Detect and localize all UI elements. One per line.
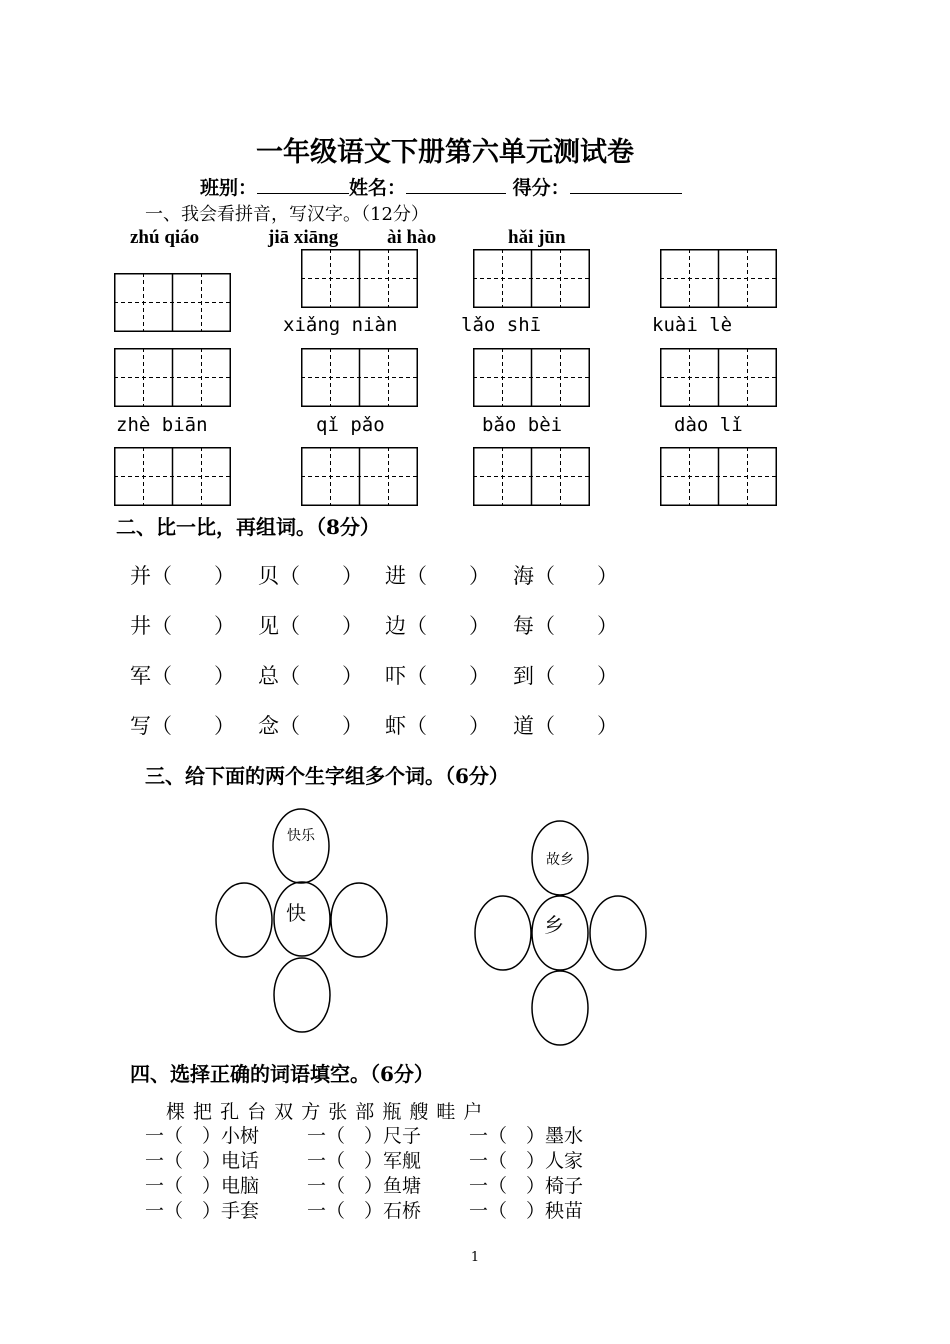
center-character: 快 xyxy=(286,901,306,925)
pinyin-label: lǎo shī xyxy=(461,314,542,336)
example-word: 快乐 xyxy=(287,828,315,844)
compare-word-item[interactable]: 吓（ ） xyxy=(385,664,490,688)
name-field[interactable] xyxy=(406,175,506,194)
measure-word-item[interactable]: 一（ ）人家 xyxy=(469,1150,584,1172)
compare-word-item[interactable]: 并（ ） xyxy=(130,564,235,588)
web-bubble[interactable] xyxy=(216,883,272,957)
measure-word-item[interactable]: 一（ ）小树 xyxy=(145,1125,260,1147)
name-label: 姓名： xyxy=(349,177,407,199)
writing-grid[interactable] xyxy=(473,447,589,505)
writing-grid[interactable] xyxy=(114,273,230,331)
measure-word-item[interactable]: 一（ ）军舰 xyxy=(307,1150,422,1172)
measure-word-item[interactable]: 一（ ）椅子 xyxy=(469,1175,584,1197)
compare-word-item[interactable]: 道（ ） xyxy=(513,714,618,738)
compare-word-item[interactable]: 念（ ） xyxy=(258,714,363,738)
web-bubble[interactable] xyxy=(590,896,646,970)
writing-grid[interactable] xyxy=(301,348,417,406)
writing-grid[interactable] xyxy=(473,249,589,307)
measure-word-item[interactable]: 一（ ）石桥 xyxy=(307,1200,422,1222)
writing-grid[interactable] xyxy=(660,348,776,406)
pinyin-label: bǎo bèi xyxy=(482,414,563,436)
section3-heading: 三、给下面的两个生字组多个词。（6分） xyxy=(145,764,509,788)
compare-word-item[interactable]: 到（ ） xyxy=(513,664,618,688)
web-bubble[interactable] xyxy=(475,896,531,970)
measure-word-item[interactable]: 一（ ）墨水 xyxy=(469,1125,584,1147)
section2-heading: 二、比一比，再组词。（8分） xyxy=(116,515,380,539)
word-web-diagram xyxy=(200,800,670,1050)
page-number: 1 xyxy=(470,1250,480,1265)
score-label: 得分： xyxy=(512,177,570,199)
writing-grid[interactable] xyxy=(114,447,230,505)
measure-word-item[interactable]: 一（ ）鱼塘 xyxy=(307,1175,422,1197)
writing-grid[interactable] xyxy=(114,348,230,406)
compare-word-item[interactable]: 每（ ） xyxy=(513,614,618,638)
class-field[interactable] xyxy=(257,175,349,194)
compare-word-item[interactable]: 见（ ） xyxy=(258,614,363,638)
pinyin-label: xiǎng niàn xyxy=(283,314,398,336)
pinyin-label: dào lǐ xyxy=(674,414,743,436)
compare-word-item[interactable]: 写（ ） xyxy=(130,714,235,738)
section4-heading: 四、选择正确的词语填空。（6分） xyxy=(130,1062,434,1086)
compare-word-item[interactable]: 虾（ ） xyxy=(385,714,490,738)
page-title: 一年级语文下册第六单元测试卷 xyxy=(256,137,634,168)
web-bubble[interactable] xyxy=(274,958,330,1032)
writing-grid[interactable] xyxy=(301,447,417,505)
web-bubble[interactable] xyxy=(273,809,329,883)
compare-word-item[interactable]: 军（ ） xyxy=(130,664,235,688)
pinyin-label: ài hào xyxy=(387,227,437,248)
measure-word-item[interactable]: 一（ ）电脑 xyxy=(145,1175,260,1197)
measure-word-item[interactable]: 一（ ）电话 xyxy=(145,1150,260,1172)
word-bank: 棵 把 孔 台 双 方 张 部 瓶 艘 畦 户 xyxy=(166,1101,484,1123)
center-character: 乡 xyxy=(544,913,564,937)
compare-word-item[interactable]: 总（ ） xyxy=(258,664,363,688)
pinyin-label: zhú qiáo xyxy=(130,227,200,248)
measure-word-item[interactable]: 一（ ）尺子 xyxy=(307,1125,422,1147)
student-info-line xyxy=(200,173,682,200)
compare-word-item[interactable]: 进（ ） xyxy=(385,564,490,588)
pinyin-label: jiā xiāng xyxy=(268,227,339,248)
writing-grid[interactable] xyxy=(660,249,776,307)
section1-heading: 一、我会看拼音，写汉字。（12分） xyxy=(145,204,429,225)
score-field[interactable] xyxy=(570,175,682,194)
writing-grid[interactable] xyxy=(660,447,776,505)
compare-word-item[interactable]: 井（ ） xyxy=(130,614,235,638)
writing-grid[interactable] xyxy=(301,249,417,307)
pinyin-label: hǎi jūn xyxy=(508,227,566,248)
measure-word-item[interactable]: 一（ ）手套 xyxy=(145,1200,260,1222)
web-bubble[interactable] xyxy=(331,883,387,957)
compare-word-item[interactable]: 海（ ） xyxy=(513,564,618,588)
measure-word-item[interactable]: 一（ ）秧苗 xyxy=(469,1200,584,1222)
web-bubble[interactable] xyxy=(532,971,588,1045)
compare-word-item[interactable]: 贝（ ） xyxy=(258,564,363,588)
class-label: 班别： xyxy=(200,177,258,199)
writing-grid[interactable] xyxy=(473,348,589,406)
compare-word-item[interactable]: 边（ ） xyxy=(385,614,490,638)
pinyin-label: zhè biān xyxy=(116,414,208,436)
pinyin-label: kuài lè xyxy=(652,314,733,336)
example-word: 故乡 xyxy=(546,852,574,868)
pinyin-label: qǐ pǎo xyxy=(316,414,385,436)
